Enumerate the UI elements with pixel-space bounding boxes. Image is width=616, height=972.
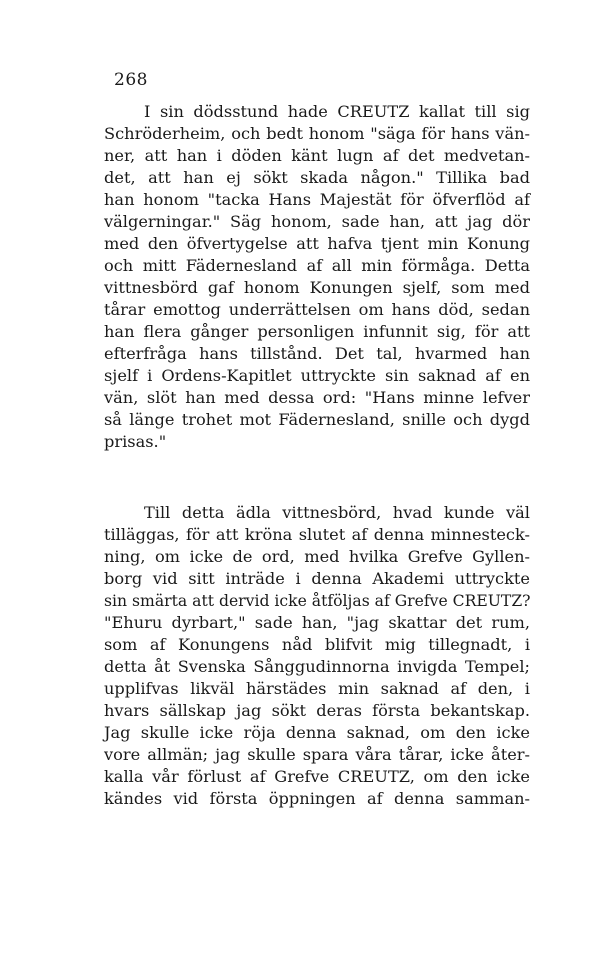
text-line: prisas." (104, 432, 167, 451)
text-line: ner, att han i döden känt lugn af det medvetan- (104, 146, 530, 165)
text-line: Schröderheim, och bedt honom "säga för hans vän- (104, 124, 530, 143)
text-line: han flera gånger personligen infunnit sig, för att (104, 322, 530, 341)
text-line: det, att han ej sökt skada någon." Tillika bad (104, 168, 530, 187)
text-line: vittnesbörd gaf honom Konungen sjelf, som med (104, 278, 530, 297)
text-line: kändes vid första öppningen af denna samman- (104, 789, 530, 808)
text-line: med den öfvertygelse att hafva tjent min Konung (104, 234, 530, 253)
page-number: 268 (114, 70, 148, 90)
text-line: ning, om icke de ord, med hvilka Grefve Gyllen- (104, 547, 530, 566)
text-line: efterfråga hans tillstånd. Det tal, hvarmed han (104, 344, 530, 363)
text-line: tårar emottog underrättelsen om hans död, sedan (104, 300, 530, 319)
text-line: upplifvas likväl härstädes min saknad af den, i (104, 679, 530, 698)
text-line: kalla vår förlust af Grefve CREUTZ, om den icke (104, 767, 530, 786)
text-line: välgerningar." Säg honom, sade han, att jag dör (104, 212, 530, 231)
paragraph-1 (104, 101, 530, 453)
text-line: Till detta ädla vittnesbörd, hvad kunde väl (144, 503, 530, 522)
text-line: Jag skulle icke röja denna saknad, om den icke (104, 723, 530, 742)
text-line: sin smärta att dervid icke åtföljas af Grefve CREUTZ? (104, 592, 531, 610)
paragraph-2 (104, 502, 530, 810)
text-line: han honom "tacka Hans Majestät för öfverflöd af (104, 190, 530, 209)
text-line: I sin dödsstund hade CREUTZ kallat till sig (144, 102, 530, 121)
text-line: tilläggas, för att kröna slutet af denna minnesteck- (104, 525, 530, 544)
text-line: detta åt Svenska Sånggudinnorna invigda Tempel; (104, 657, 530, 676)
text-line: vore allmän; jag skulle spara våra tårar, icke åter- (104, 745, 530, 764)
text-line: sjelf i Ordens-Kapitlet uttryckte sin saknad af en (104, 366, 530, 385)
text-line: borg vid sitt inträde i denna Akademi uttryckte (104, 569, 530, 588)
text-line: vän, slöt han med dessa ord: "Hans minne lefver (104, 388, 530, 407)
text-line: hvars sällskap jag sökt deras första bekantskap. (104, 701, 530, 720)
text-line: så länge trohet mot Fäderneslаnd, snille och dygd (104, 410, 530, 429)
text-line: "Ehuru dyrbart," sade han, "jag skattar det rum, (104, 613, 530, 632)
text-line: som af Konungens nåd blifvit mig tillegnadt, i (104, 635, 530, 654)
text-line: och mitt Fäderneslаnd af all min förmåga. Detta (104, 256, 530, 275)
